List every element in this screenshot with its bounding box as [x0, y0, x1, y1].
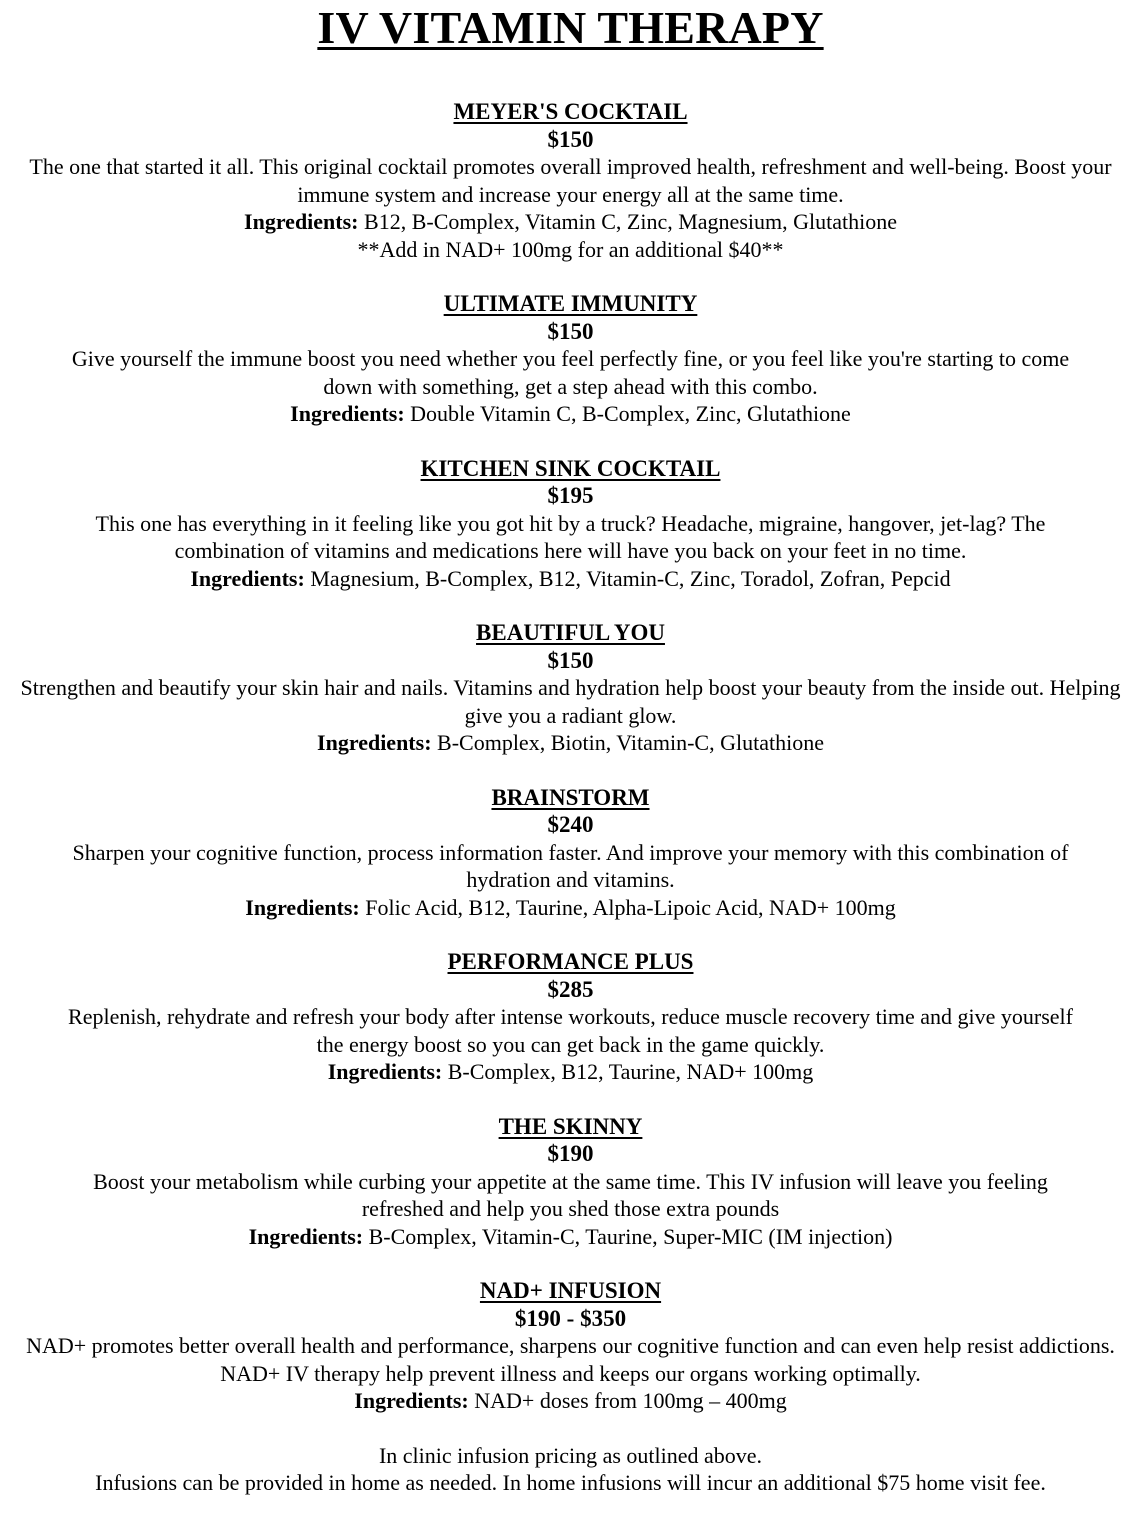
item-price: $195 — [547, 483, 594, 508]
item-price: $190 - $350 — [514, 1305, 627, 1331]
item-price: $150 — [547, 318, 594, 344]
ingredients-list: Double Vitamin C, B-Complex, Zinc, Glutathione — [410, 401, 851, 426]
footer-pricing-note: In clinic infusion pricing as outlined above. — [378, 1442, 763, 1468]
ingredients-list: B12, B-Complex, Vitamin C, Zinc, Magnesium, Glutathione — [364, 209, 897, 234]
ingredients-label: Ingredients: — [245, 894, 360, 920]
item-name: MEYER'S COCKTAIL — [453, 99, 688, 124]
item-description: NAD+ promotes better overall health and performance, sharpens our cognitive function and can even help resist addictions. NAD+ IV therapy help prevent illness and keeps our organs working optimally. — [26, 1333, 1115, 1386]
item-price: $190 — [547, 1141, 594, 1166]
item-ingredients — [0, 1387, 1141, 1415]
menu-item-performance-plus — [0, 948, 1141, 1086]
ingredients-list: B-Complex, B12, Taurine, NAD+ 100mg — [447, 1059, 814, 1084]
ingredients-list: B-Complex, Vitamin-C, Taurine, Super-MIC (IM injection) — [368, 1223, 893, 1249]
footer-notes — [0, 1442, 1141, 1497]
page-title: IV VITAMIN THERAPY — [317, 2, 824, 53]
ingredients-label: Ingredients: — [327, 1059, 443, 1084]
ingredients-list: B-Complex, Biotin, Vitamin-C, Glutathione — [437, 730, 824, 755]
footer-home-visit-note: Infusions can be provided in home as needed. In home infusions will incur an additional $75 home visit fee. — [95, 1470, 1046, 1495]
ingredients-label: Ingredients: — [354, 1388, 469, 1413]
item-name: NAD+ INFUSION — [479, 1278, 662, 1303]
item-name: BEAUTIFUL YOU — [476, 620, 665, 645]
item-ingredients — [0, 729, 1141, 757]
ingredients-list: NAD+ doses from 100mg – 400mg — [474, 1388, 787, 1413]
item-description: Boost your metabolism while curbing your appetite at the same time. This IV infusion will leave you feeling refreshed and help you shed those extra pounds — [93, 1168, 1048, 1221]
item-ingredients — [0, 894, 1141, 922]
item-name: KITCHEN SINK COCKTAIL — [420, 455, 721, 481]
item-ingredients — [0, 1058, 1141, 1086]
item-name: PERFORMANCE PLUS — [447, 949, 694, 974]
item-ingredients — [0, 400, 1141, 428]
menu-item-beautiful-you — [0, 619, 1141, 757]
ingredients-list: Folic Acid, B12, Taurine, Alpha-Lipoic Acid, NAD+ 100mg — [365, 894, 896, 920]
ingredients-label: Ingredients: — [190, 565, 305, 591]
item-description: Strengthen and beautify your skin hair and nails. Vitamins and hydration help boost your beauty from the inside out. Helping give you a radiant glow. — [20, 675, 1121, 728]
menu-item-meyers-cocktail — [0, 98, 1141, 263]
menu-item-brainstorm — [0, 784, 1141, 922]
item-addon-note: **Add in NAD+ 100mg for an additional $40** — [357, 236, 784, 262]
item-description: Replenish, rehydrate and refresh your body after intense workouts, reduce muscle recovery time and give yourself the energy boost so you can get back in the game quickly. — [68, 1004, 1073, 1057]
ingredients-list: Magnesium, B-Complex, B12, Vitamin-C, Zinc, Toradol, Zofran, Pepcid — [310, 565, 951, 591]
ingredients-label: Ingredients: — [290, 401, 405, 426]
item-description: Give yourself the immune boost you need whether you feel perfectly fine, or you feel like you're starting to come down with something, get a step ahead with this combo. — [71, 346, 1070, 399]
item-ingredients — [0, 565, 1141, 593]
menu-item-ultimate-immunity — [0, 290, 1141, 428]
item-price: $240 — [547, 812, 594, 837]
menu-item-nad-infusion — [0, 1277, 1141, 1415]
menu-item-the-skinny — [0, 1113, 1141, 1251]
item-price: $285 — [547, 976, 594, 1002]
item-name: ULTIMATE IMMUNITY — [443, 291, 698, 316]
item-price: $150 — [547, 647, 594, 673]
item-ingredients — [0, 208, 1141, 236]
item-description: The one that started it all. This original cocktail promotes overall improved health, refreshment and well-being. Boost your immune system and increase your energy all at the same time. — [29, 154, 1112, 207]
ingredients-label: Ingredients: — [248, 1223, 364, 1249]
menu-item-kitchen-sink-cocktail — [0, 455, 1141, 593]
item-ingredients — [0, 1223, 1141, 1251]
item-description: Sharpen your cognitive function, process information faster. And improve your memory with this combination of hydration and vitamins. — [72, 839, 1069, 892]
ingredients-label: Ingredients: — [244, 209, 359, 234]
item-name: THE SKINNY — [498, 1113, 643, 1139]
ingredients-label: Ingredients: — [317, 730, 432, 755]
item-price: $150 — [547, 126, 594, 152]
item-description: This one has everything in it feeling like you got hit by a truck? Headache, migraine, hangover, jet-lag? The combination of vitamins and medications here will have you back on your feet in no time. — [95, 510, 1046, 563]
item-name: BRAINSTORM — [491, 784, 650, 810]
